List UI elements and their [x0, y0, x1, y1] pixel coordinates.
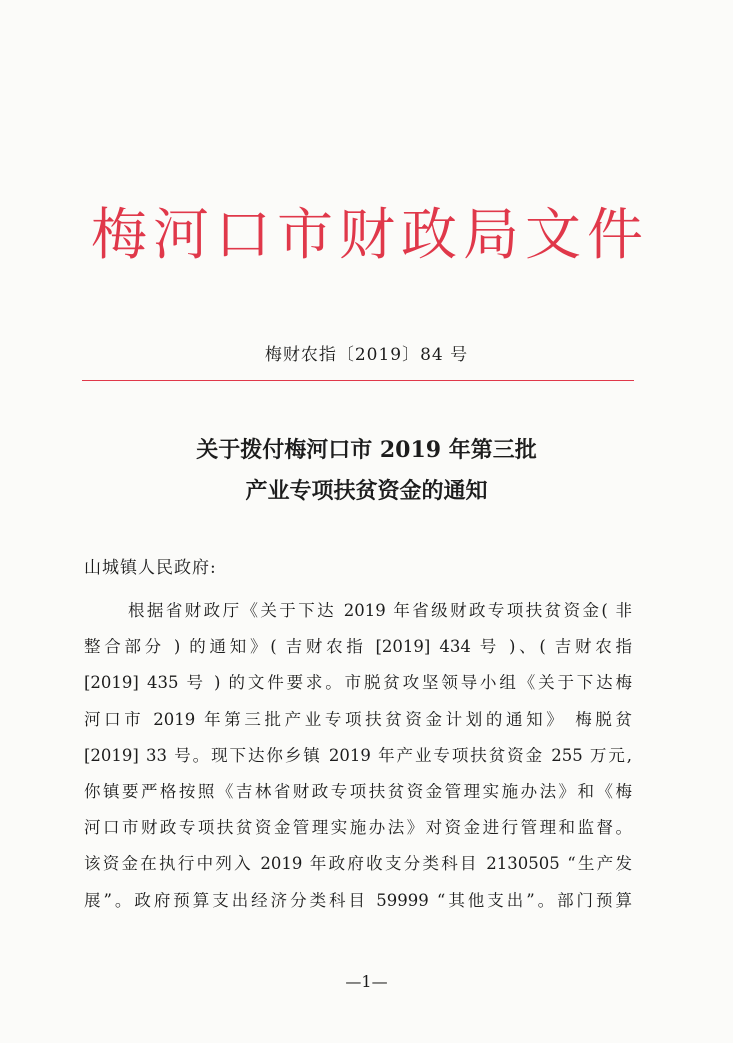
notice-title: [0, 430, 733, 512]
body-line: 你镇要严格按照《吉林省财政专项扶贫资金管理实施办法》和《梅: [84, 781, 632, 801]
body-line: 该资金在执行中列入 2019 年政府收支分类科目 2130505 “生产发: [84, 854, 632, 874]
notice-title-line-1: 关于拨付梅河口市 2019 年第三批: [196, 437, 537, 463]
page-number: —1—: [345, 972, 388, 991]
body-line: [2019] 33 号。现下达你乡镇 2019 年产业专项扶贫资金 255 万元,: [84, 745, 632, 765]
body-line: [2019] 435 号 ) 的文件要求。市脱贫攻坚领导小组《关于下达梅: [84, 673, 632, 693]
addressee: 山城镇人民政府:: [84, 558, 217, 578]
red-divider-line: [82, 380, 634, 381]
body-line: 河口市 2019 年第三批产业专项扶贫资金计划的通知》 梅脱贫: [84, 709, 632, 729]
notice-title-line-2: 产业专项扶贫资金的通知: [245, 478, 488, 504]
issuing-authority-header: 梅河口市财政局文件: [91, 203, 649, 268]
body-line: 整合部分 ) 的通知》( 吉财农指 [2019] 434 号 )、( 吉财农指: [84, 637, 632, 657]
body-paragraph: [84, 596, 632, 922]
body-line: 根据省财政厅《关于下达 2019 年省级财政专项扶贫资金( 非: [128, 601, 632, 620]
document-number: 梅财农指〔2019〕84 号: [264, 345, 469, 365]
body-line: 展”。政府预算支出经济分类科目 59999 “其他支出”。部门预算: [84, 890, 632, 910]
body-line: 河口市财政专项扶贫资金管理实施办法》对资金进行管理和监督。: [84, 818, 632, 838]
